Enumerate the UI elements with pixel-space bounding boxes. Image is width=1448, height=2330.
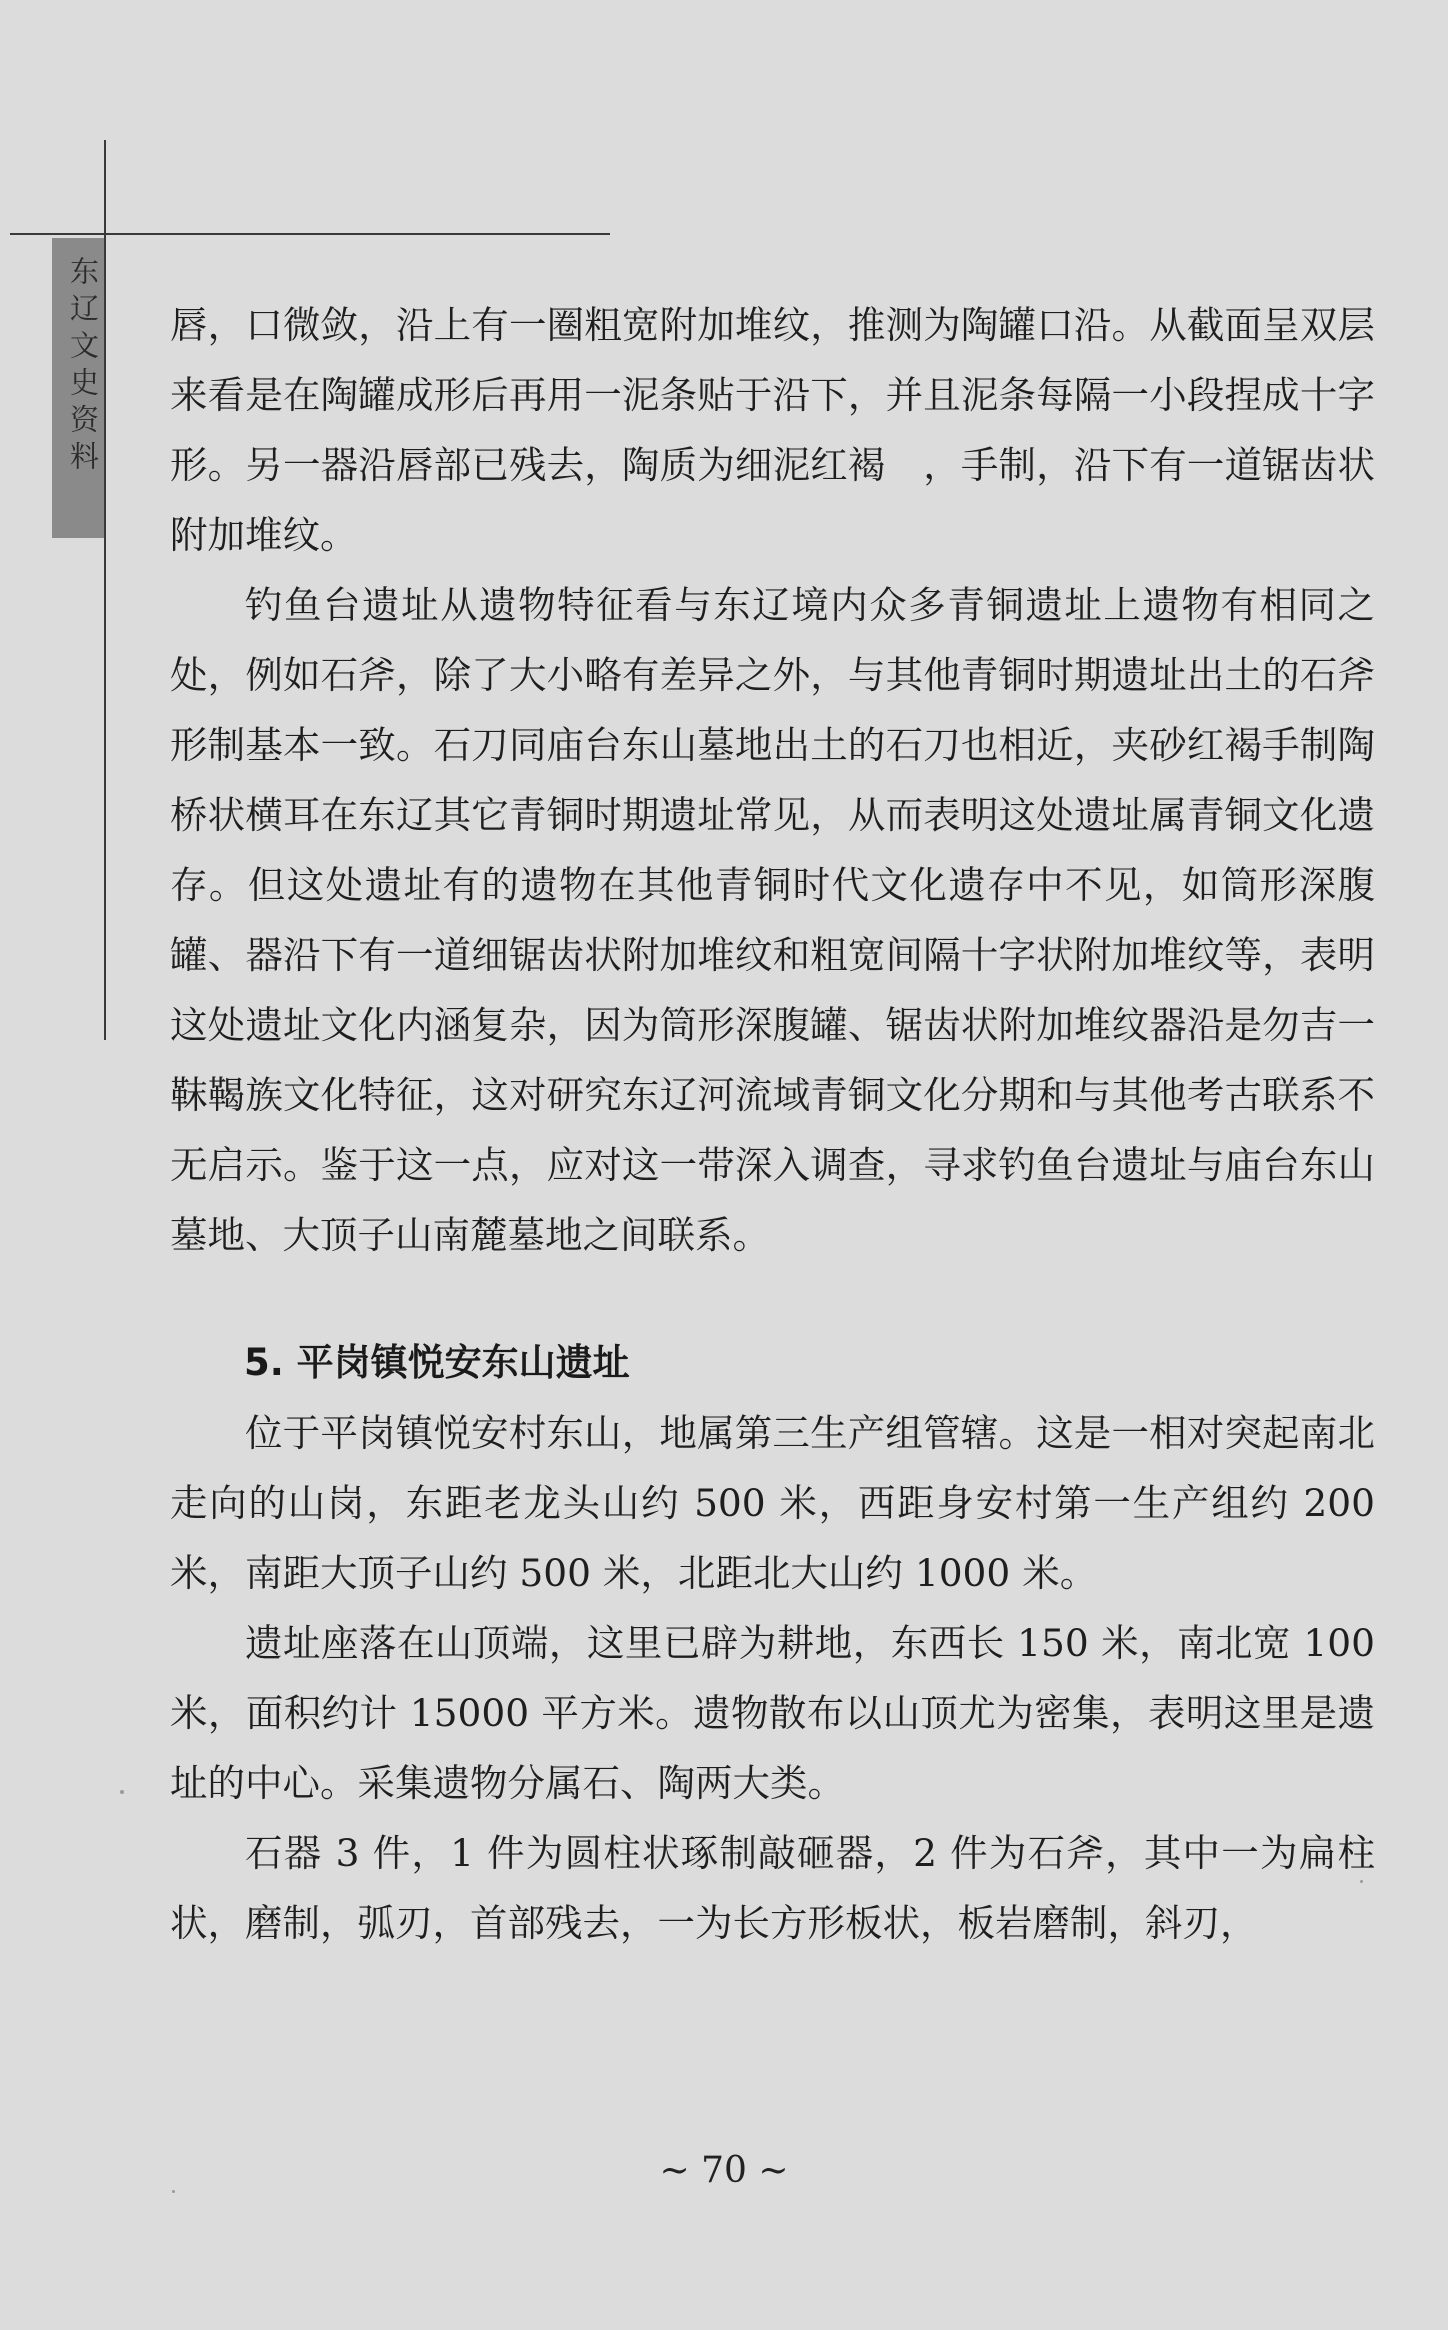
paragraph-2: 钓鱼台遗址从遗物特征看与东辽境内众多青铜遗址上遗物有相同之处，例如石斧，除了大小略有差异之外，与其他青铜时期遗址出土的石斧形制基本一致。石刀同庙台东山墓地出土的石刀也相近，夹砂红褐手制陶桥状横耳在东辽其它青铜时期遗址常见，从而表明这处遗址属青铜文化遗存。但这处遗址有的遗物在其他青铜时代文化遗存中不见，如筒形深腹罐、器沿下有一道细锯齿状附加堆纹和粗宽间隔十字状附加堆纹等，表明这处遗址文化内涵复杂，因为筒形深腹罐、锯齿状附加堆纹器沿是勿吉一靺鞨族文化特征，这对研究东辽河流域青铜文化分期和与其他考古联系不无启示。鉴于这一点，应对这一带深入调查，寻求钓鱼台遗址与庙台东山墓地、大顶子山南麓墓地之间联系。 — [170, 583, 1375, 1257]
scan-speck — [172, 2190, 175, 2193]
paragraph-1: 唇，口微敛，沿上有一圈粗宽附加堆纹，推测为陶罐口沿。从截面呈双层来看是在陶罐成形后再用一泥条贴于沿下，并且泥条每隔一小段捏成十字形。另一器沿唇部已残去，陶质为细泥红褐 ，手制，沿下有一道锯齿状附加堆纹。 — [170, 303, 1375, 557]
margin-vertical-rule — [104, 140, 106, 1040]
header-horizontal-rule — [10, 233, 610, 235]
paragraph-4: 遗址座落在山顶端，这里已辟为耕地，东西长 150 米，南北宽 100 米，面积约计 15000 平方米。遗物散布以山顶尤为密集，表明这里是遗址的中心。采集遗物分属石、陶两大类。 — [170, 1621, 1375, 1805]
paragraph-3: 位于平岗镇悦安村东山，地属第三生产组管辖。这是一相对突起南北走向的山岗，东距老龙头山约 500 米，西距身安村第一生产组约 200 米，南距大顶子山约 500 米，北距北大山约 1000 米。 — [170, 1411, 1375, 1595]
page-number: ~ 70 ~ — [659, 2150, 789, 2191]
section-heading: 5. 平岗镇悦安东山遗址 — [244, 1341, 630, 1384]
body-text — [170, 290, 1375, 1958]
side-tab-label: 东辽文史资料 — [66, 256, 100, 478]
paragraph-5: 石器 3 件，1 件为圆柱状琢制敲砸器，2 件为石斧，其中一为扁柱状，磨制，弧刃，首部残去，一为长方形板状，板岩磨制，斜刃， — [170, 1831, 1375, 1945]
scan-speck — [1360, 1880, 1363, 1883]
scan-speck — [120, 1790, 124, 1794]
section-side-tab — [52, 238, 104, 538]
